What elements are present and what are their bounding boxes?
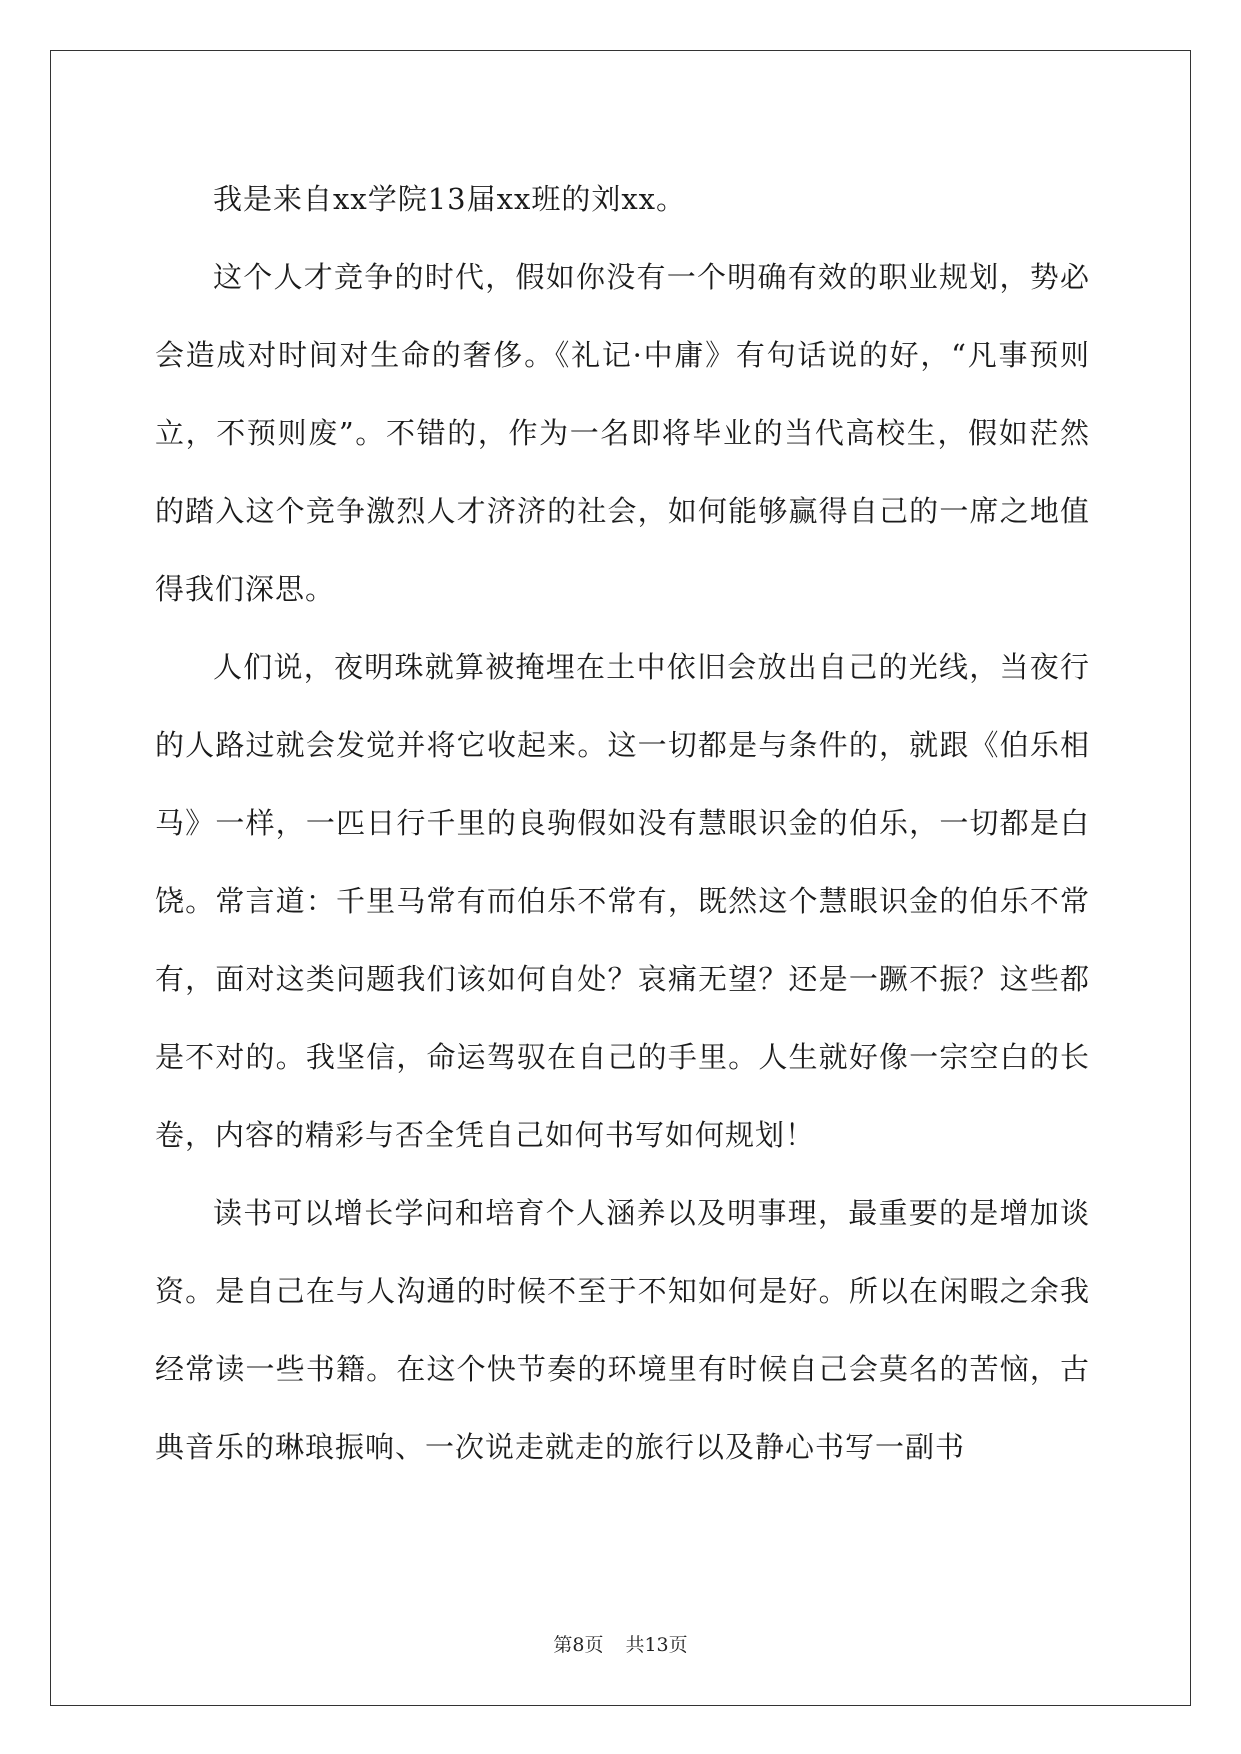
paragraph-pearl-metaphor: 人们说，夜明珠就算被掩埋在土中依旧会放出自己的光线，当夜行的人路过就会发觉并将它收起来。这一切都是与条件的，就跟《伯乐相马》一样，一匹日行千里的良驹假如没有慧眼识金的伯乐，一切都是白饶。常言道：千里马常有而伯乐不常有，既然这个慧眼识金的伯乐不常有，面对这类问题我们该如何自处？哀痛无望？还是一蹶不振？这些都是不对的。我坚信，命运驾驭在自己的手里。人生就好像一宗空白的长卷，内容的精彩与否全凭自己如何书写如何规划！ — [155, 650, 1090, 1152]
paragraph-reading: 读书可以增长学问和培育个人涵养以及明事理，最重要的是增加谈资。是自己在与人沟通的时候不至于不知如何是好。所以在闲暇之余我经常读一些书籍。在这个快节奏的环境里有时候自己会莫名的苦恼，古典音乐的琳琅振响、一次说走就走的旅行以及静心书写一副书 — [155, 1196, 1090, 1464]
page-number: 第8页 — [553, 1634, 604, 1656]
paragraph-intro: 我是来自xx学院13届xx班的刘xx。 — [213, 182, 687, 216]
page-total: 共13页 — [625, 1634, 688, 1656]
document-body — [155, 160, 1090, 1486]
page-footer — [0, 1630, 1241, 1657]
paragraph-career-planning: 这个人才竞争的时代，假如你没有一个明确有效的职业规划，势必会造成对时间对生命的奢侈。《礼记·中庸》有句话说的好，“凡事预则立，不预则废”。不错的，作为一名即将毕业的当代高校生，假如茫然的踏入这个竞争激烈人才济济的社会，如何能够赢得自己的一席之地值得我们深思。 — [155, 260, 1090, 606]
